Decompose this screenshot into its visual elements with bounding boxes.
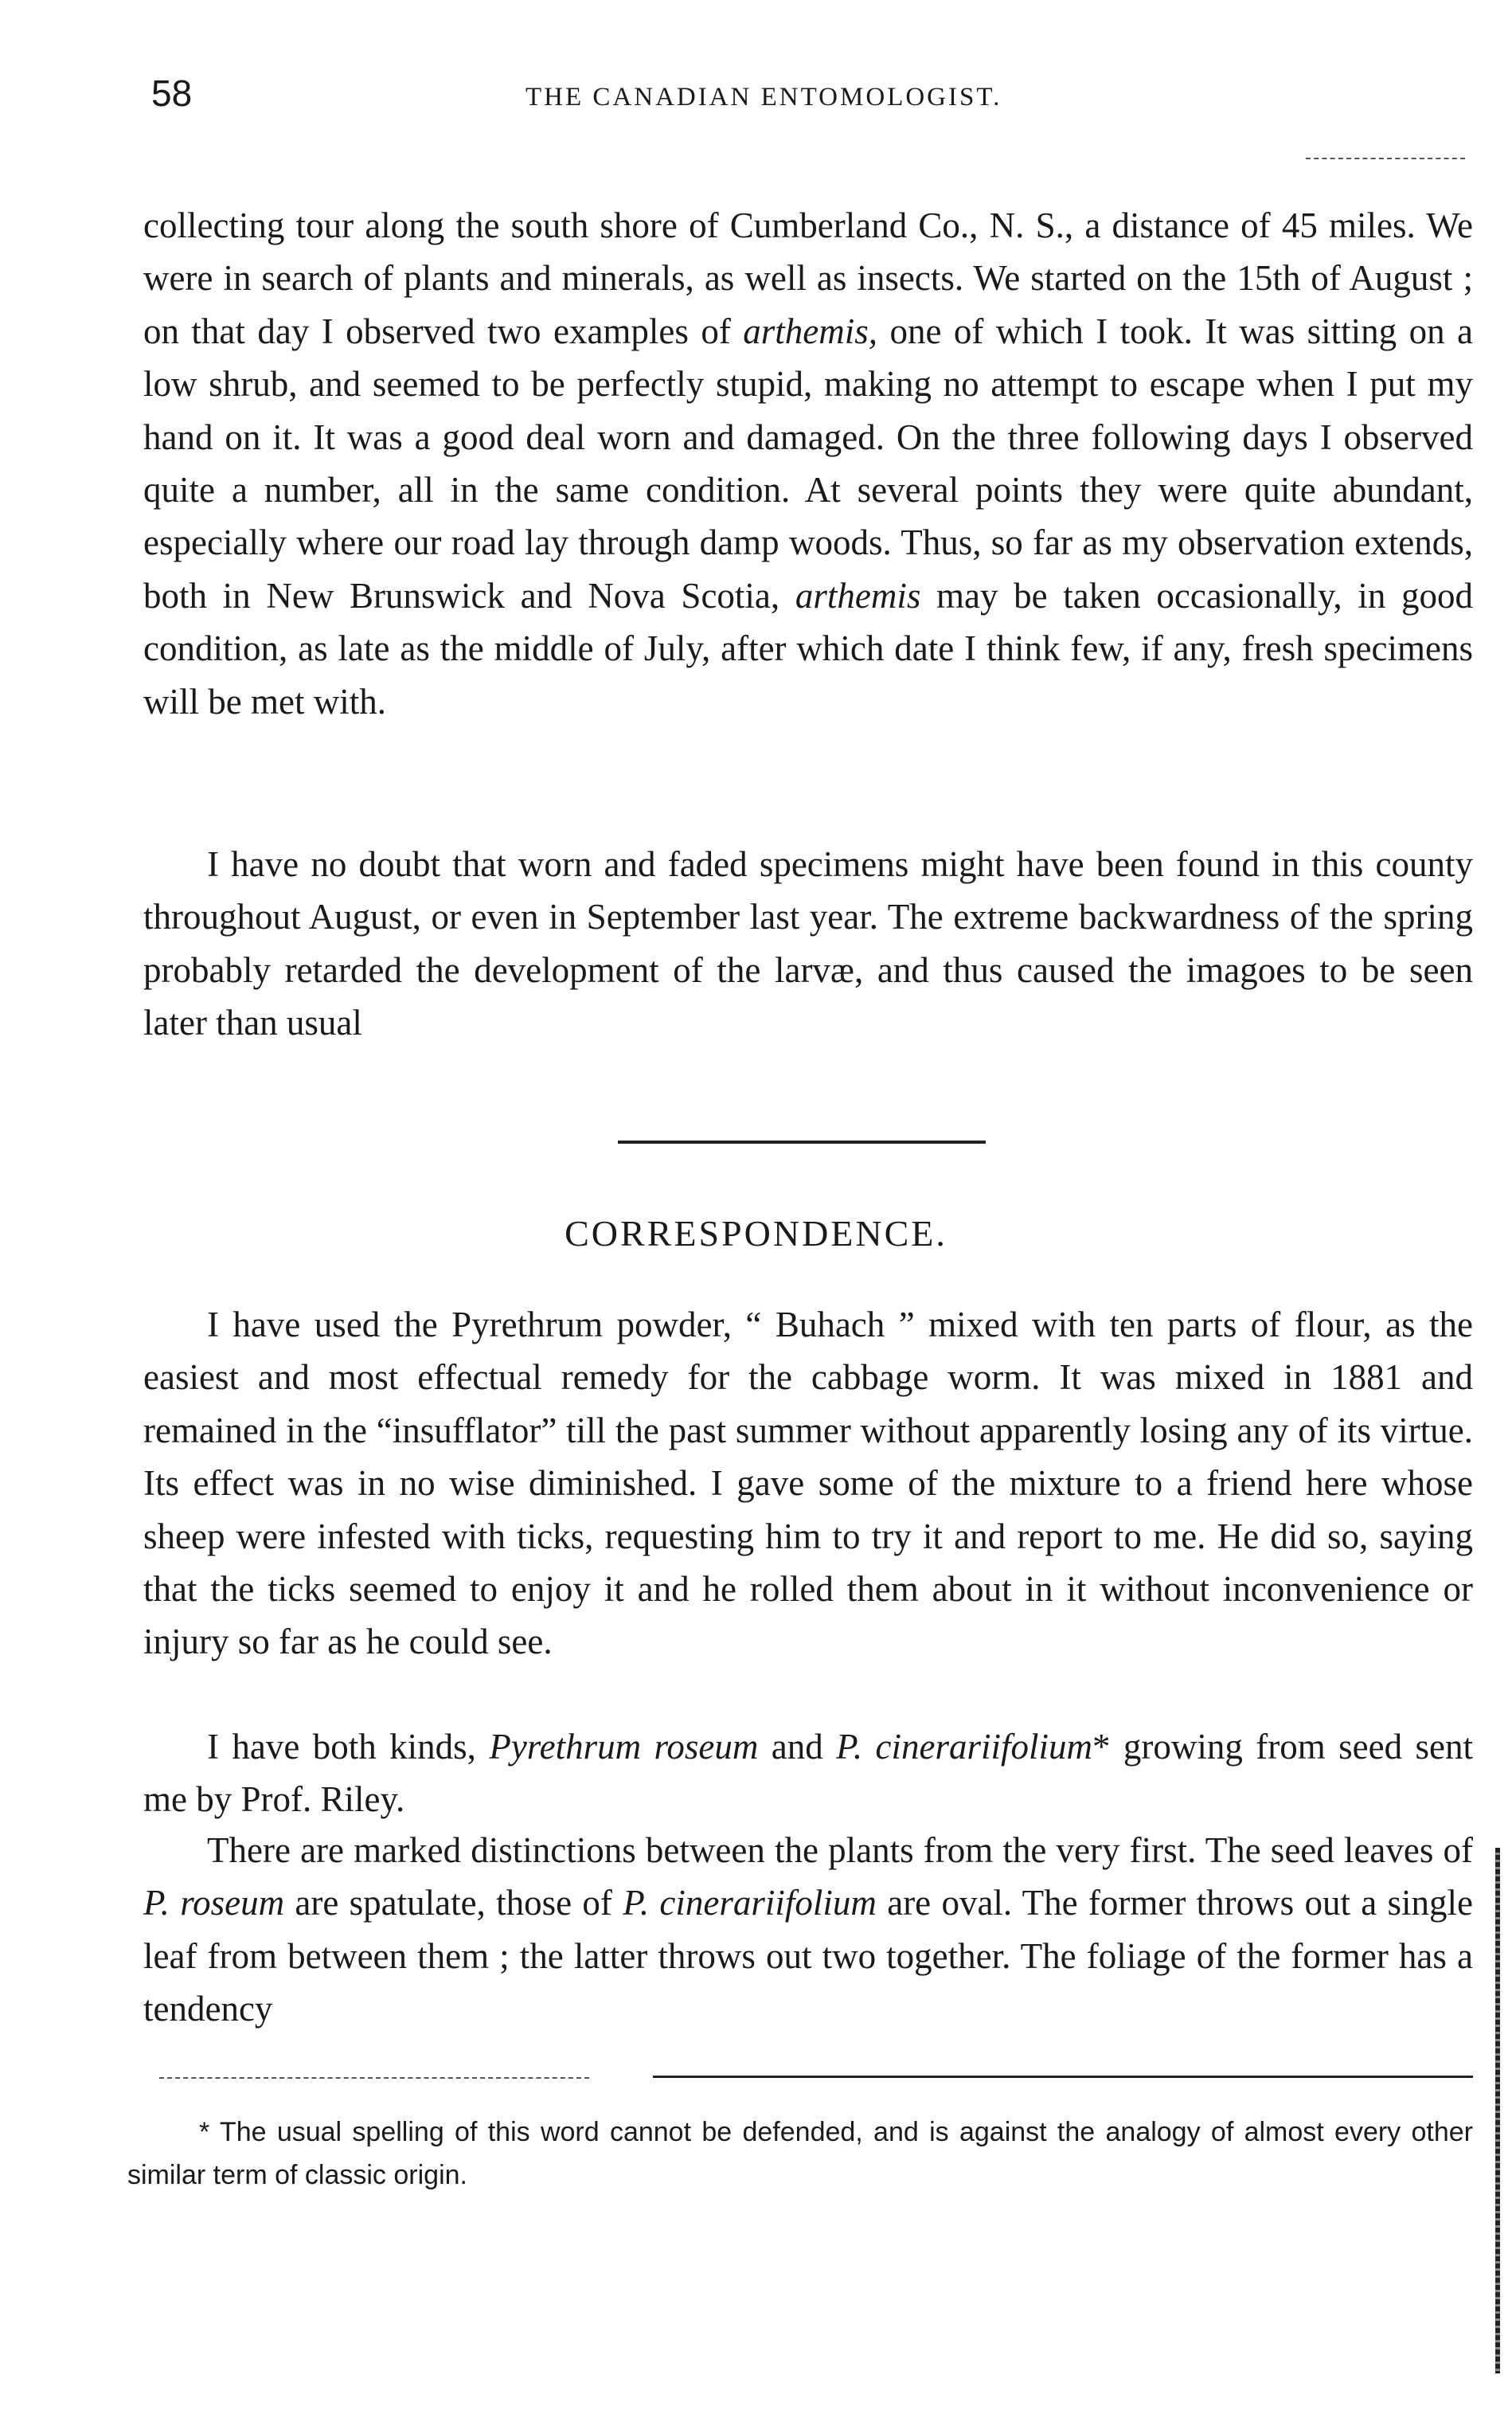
section-title: CORRESPONDENCE. [565,1213,947,1254]
section-divider [618,1141,986,1144]
paragraph-text [143,1720,1473,1826]
header-rule [1306,158,1465,159]
species-name: P. cinerariifolium [836,1727,1092,1767]
paragraph-text [143,199,1473,728]
text-run: are oval. The former throws out a single leaf from between them ; the latter throws out two together. The foliage of the former has a tendency [143,1883,1474,2029]
page-edge-binding [1495,1848,1500,2373]
correspondence-paragraph-2 [143,1720,1473,1826]
text-run: are spatulate, those of [284,1883,623,1923]
species-name: P. cinerariifolium [623,1883,877,1923]
species-name: arthemis, [743,311,878,351]
text-run: collecting tour along the south shore of Cumberland Co., N. S., a distance of 45 miles. We were in search of plants and minerals, as well as insects. We started on the 15th of August ; on that day I observed two examples of [143,205,1473,351]
paragraph-text: I have no doubt that worn and faded specimens might have been found in this county throughout August, or even in September last year. The extreme backwardness of the spring probably retarded the development of the larvæ, and thus caused the imagoes to be seen later than usual [143,844,1473,1043]
page-header [151,72,1473,119]
text-run: I have both kinds, [207,1727,490,1767]
text-run: and [758,1727,837,1767]
species-name: arthemis [795,575,921,616]
text-run: may be taken occasionally, in good condition, as late as the middle of July, after which date I think few, if any, fresh specimens will be met with. [143,575,1473,722]
footnote-rule [159,2077,589,2079]
text-run: There are marked distinctions between the plants from the very first. The seed leaves of [207,1830,1473,1870]
text-run: * growing from seed sent me by Prof. Riley. [143,1727,1474,1820]
paragraph-text: I have used the Pyrethrum powder, “ Buhach ” mixed with ten parts of flour, as the easiest and most effectual remedy for the cabbage worm. It was mixed in 1881 and remained in the “insufflator” till the past summer without apparently losing any of its virtue. Its effect was in no wise diminished. I gave some of the mixture to a friend here whose sheep were infested with ticks, requesting him to try it and report to me. He did so, saying that the ticks seemed to enjoy it and he rolled them about in it without inconvenience or injury so far as he could see. [143,1305,1473,1662]
running-title: THE CANADIAN ENTOMOLOGIST. [525,83,1002,112]
text-run: one of which I took. It was sitting on a low shrub, and seemed to be perfectly stupid, making no attempt to escape when I put my hand on it. It was a good deal worn and damaged. On the three following days I observed quite a number, all in the same condition. At several points they were quite abundant, especially where our road lay through damp woods. Thus, so far as my observation extends, both in New Brunswick and Nova Scotia, [143,311,1473,616]
correspondence-paragraph-3 [143,1824,1473,2036]
footnote-rule [653,2076,1473,2078]
paragraph-arthemis [143,199,1473,728]
paragraph-worn-specimens [143,838,1473,1050]
correspondence-paragraph-1 [143,1298,1473,1669]
page-number: 58 [151,72,193,114]
paragraph-text [143,1824,1473,2036]
species-name: Pyrethrum roseum [489,1727,759,1767]
species-name: P. roseum [143,1883,285,1923]
footnote: * The usual spelling of this word cannot be defended, and is against the analogy of almost every other similar term of classic origin. [127,2117,1473,2190]
